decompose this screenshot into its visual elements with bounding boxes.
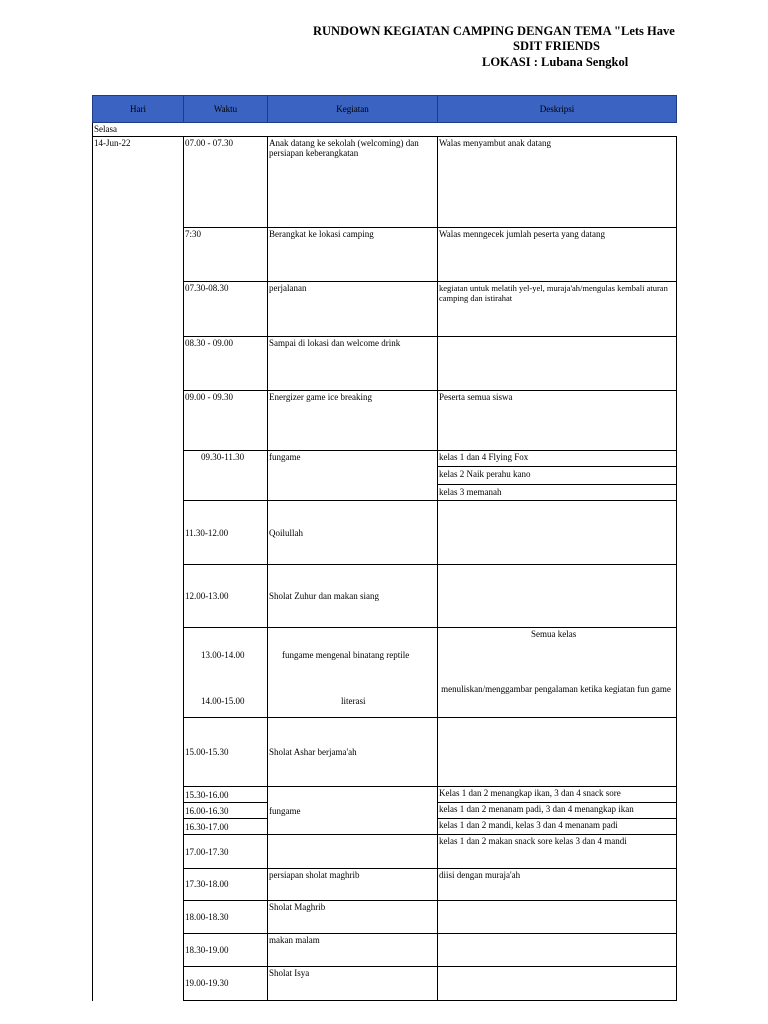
doc-title-line3: LOKASI : Lubana Sengkol xyxy=(482,55,629,69)
time-cell: 17.30-18.00 xyxy=(185,879,229,889)
activity-cell: Berangkat ke lokasi camping xyxy=(269,229,374,239)
header-deskripsi: Deskripsi xyxy=(437,95,677,123)
description-cell: Walas menyambut anak datang xyxy=(439,138,551,148)
header-hari: Hari xyxy=(92,95,184,123)
time-cell: 11.30-12.00 xyxy=(185,528,229,538)
activity-cell: makan malam xyxy=(269,935,320,945)
time-cell: 09.00 - 09.30 xyxy=(185,392,233,402)
description-cell: kelas 1 dan 2 menanam padi, 3 dan 4 menangkap ikan xyxy=(439,804,634,814)
description-subcell: kelas 3 memanah xyxy=(439,487,502,497)
activity-cell: fungame xyxy=(269,806,301,816)
description-subcell: kelas 2 Naik perahu kano xyxy=(439,469,531,479)
time-cell: 7:30 xyxy=(185,229,202,239)
time-cell: 16.00-16.30 xyxy=(185,806,229,816)
activity-cell: Sholat Isya xyxy=(269,968,310,978)
time-cell: 16.30-17.00 xyxy=(185,822,229,832)
activity-cell: perjalanan xyxy=(269,283,307,293)
description-subcell: kelas 1 dan 4 Flying Fox xyxy=(439,452,529,462)
time-cell: 07.30-08.30 xyxy=(185,283,229,293)
time-cell: 14.00-15.00 xyxy=(201,696,245,706)
activity-cell: Sholat Ashar berjama'ah xyxy=(269,747,357,757)
time-cell: 19.00-19.30 xyxy=(185,978,229,988)
description-cell: Semua kelas xyxy=(531,629,577,639)
activity-cell: Qoilullah xyxy=(269,528,303,538)
description-cell: kelas 1 dan 2 makan snack sore kelas 3 dan 4 mandi xyxy=(439,836,627,846)
activity-cell: Sholat Maghrib xyxy=(269,902,326,912)
time-cell: 18.00-18.30 xyxy=(185,912,229,922)
day-cell: Selasa xyxy=(94,124,117,134)
doc-title-line1: RUNDOWN KEGIATAN CAMPING DENGAN TEMA "Lets Have xyxy=(313,24,675,38)
time-cell: 07.00 - 07.30 xyxy=(185,138,233,148)
time-cell: 13.00-14.00 xyxy=(201,650,245,660)
activity-cell: literasi xyxy=(341,696,366,706)
header-kegiatan: Kegiatan xyxy=(267,95,438,123)
time-cell: 15.30-16.00 xyxy=(185,790,229,800)
activity-cell: Energizer game ice breaking xyxy=(269,392,373,402)
activity-cell: Sampai di lokasi dan welcome drink xyxy=(269,338,401,348)
time-cell: 15.00-15.30 xyxy=(185,747,229,757)
activity-cell: fungame mengenal binatang reptile xyxy=(282,650,410,660)
description-cell: Peserta semua siswa xyxy=(439,392,513,402)
description-cell: menuliskan/menggambar pengalaman ketika kegiatan fun game xyxy=(441,684,671,694)
time-cell: 17.00-17.30 xyxy=(185,847,229,857)
activity-cell: persiapan sholat maghrib xyxy=(269,870,360,880)
date-cell: 14-Jun-22 xyxy=(94,138,131,148)
header-waktu: Waktu xyxy=(183,95,268,123)
description-cell: kelas 1 dan 2 mandi, kelas 3 dan 4 menanam padi xyxy=(439,820,618,830)
doc-title-line2: SDIT FRIENDS xyxy=(513,39,600,53)
time-cell: 08.30 - 09.00 xyxy=(185,338,233,348)
time-cell: 09.30-11.30 xyxy=(201,452,245,462)
time-cell: 12.00-13.00 xyxy=(185,591,229,601)
description-cell: diisi dengan muraja'ah xyxy=(439,870,521,880)
description-cell: kegiatan untuk melatih yel-yel, muraja'ah/mengulas kembali aturan camping dan istirahat xyxy=(439,283,668,303)
activity-cell: Sholat Zuhur dan makan siang xyxy=(269,591,379,601)
time-cell: 18.30-19.00 xyxy=(185,945,229,955)
activity-cell: Anak datang ke sekolah (welcoming) dan persiapan keberangkatan xyxy=(269,138,419,158)
description-cell: Walas menngecek jumlah peserta yang datang xyxy=(439,229,605,239)
description-cell: Kelas 1 dan 2 menangkap ikan, 3 dan 4 snack sore xyxy=(439,788,621,798)
activity-cell: fungame xyxy=(269,452,301,462)
